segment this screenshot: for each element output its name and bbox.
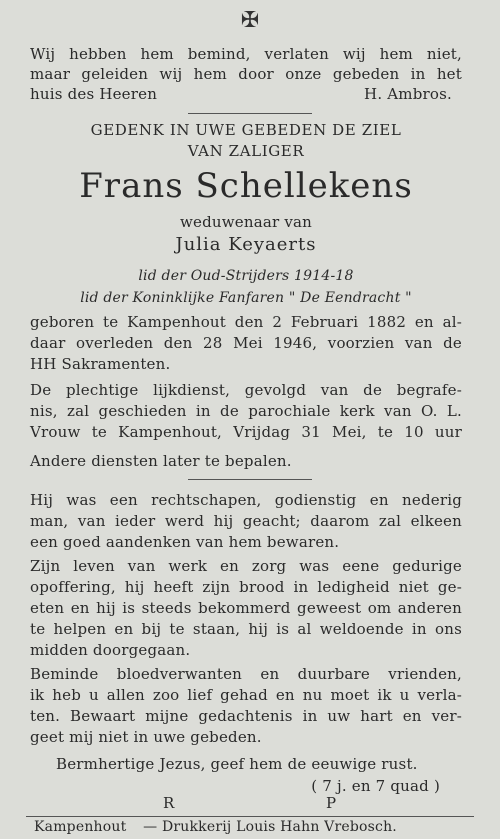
body-line: eten en hij is steeds bekommerd geweest om anderen — [30, 599, 462, 617]
rp-r: R — [163, 794, 175, 812]
spouse-name: Julia Keyaerts — [175, 234, 317, 255]
indulgence: ( 7 j. en 7 quad ) — [311, 777, 440, 795]
divider — [188, 113, 312, 114]
epigraph-line: maar geleiden wij hem door onze gebeden in het — [30, 65, 462, 83]
funeral-line: Andere diensten later te bepalen. — [30, 452, 292, 470]
cross-icon: ✠ — [240, 8, 260, 33]
body-line: Hij was een rechtschapen, godienstig en nederig — [30, 491, 462, 509]
body-line: een goed aandenken van hem bewaren. — [30, 533, 340, 551]
rp-p: P — [326, 794, 337, 812]
body-line: Beminde bloedverwanten en duurbare vrienden, — [30, 665, 462, 683]
body-line: ik heb u allen zoo lief gehad en nu moet ik u verla- — [30, 686, 462, 704]
birth-line: HH Sakramenten. — [30, 355, 171, 373]
funeral-line: nis, zal geschieden in de parochiale kerk van O. L. — [30, 402, 462, 420]
epigraph-author: H. Ambros. — [364, 85, 452, 103]
printer-place: Kampenhout — [34, 819, 127, 835]
funeral-line: Vrouw te Kampenhout, Vrijdag 31 Mei, te 10 uur — [30, 423, 462, 441]
body-line: te helpen en bij te staan, hij is al weldoende in ons — [30, 620, 462, 638]
birth-line: geboren te Kampenhout den 2 Februari 1882 en al- — [30, 313, 462, 331]
divider — [188, 479, 312, 480]
funeral-line: De plechtige lijkdienst, gevolgd van de begrafe- — [30, 381, 462, 399]
epigraph-line-end: huis des Heeren — [30, 85, 158, 103]
body-line: ten. Bewaart mijne gedachtenis in uw hart en ver- — [30, 707, 462, 725]
heading-line-2: VAN ZALIGER — [187, 142, 305, 160]
printer-line — [34, 817, 464, 837]
body-line: geet mij niet in uwe gebeden. — [30, 728, 262, 746]
body-line: opoffering, hij heeft zijn brood in ledigheid niet ge- — [30, 578, 462, 596]
prayer-line: Bermhertige Jezus, geef hem de eeuwige rust. — [56, 755, 418, 773]
heading-line-1: GEDENK IN UWE GEBEDEN DE ZIEL — [90, 121, 402, 139]
deceased-name: Frans Schellekens — [79, 166, 413, 206]
widower-label: weduwenaar van — [179, 213, 313, 231]
membership-line-2: lid der Koninklijke Fanfaren " De Eendracht " — [80, 290, 412, 306]
epigraph-line — [30, 84, 462, 104]
body-line: midden doorgegaan. — [30, 641, 191, 659]
epigraph-line: Wij hebben hem bemind, verlaten wij hem niet, — [30, 45, 462, 63]
birth-line: daar overleden den 28 Mei 1946, voorzien van de — [30, 334, 462, 352]
membership-line-1: lid der Oud-Strijders 1914-18 — [138, 268, 354, 284]
body-line: man, van ieder werd hij geacht; daarom zal elkeen — [30, 512, 462, 530]
printer-name: — Drukkerij Louis Hahn Vrebosch. — [143, 819, 397, 835]
body-line: Zijn leven van werk en zorg was eene gedurige — [30, 557, 462, 575]
